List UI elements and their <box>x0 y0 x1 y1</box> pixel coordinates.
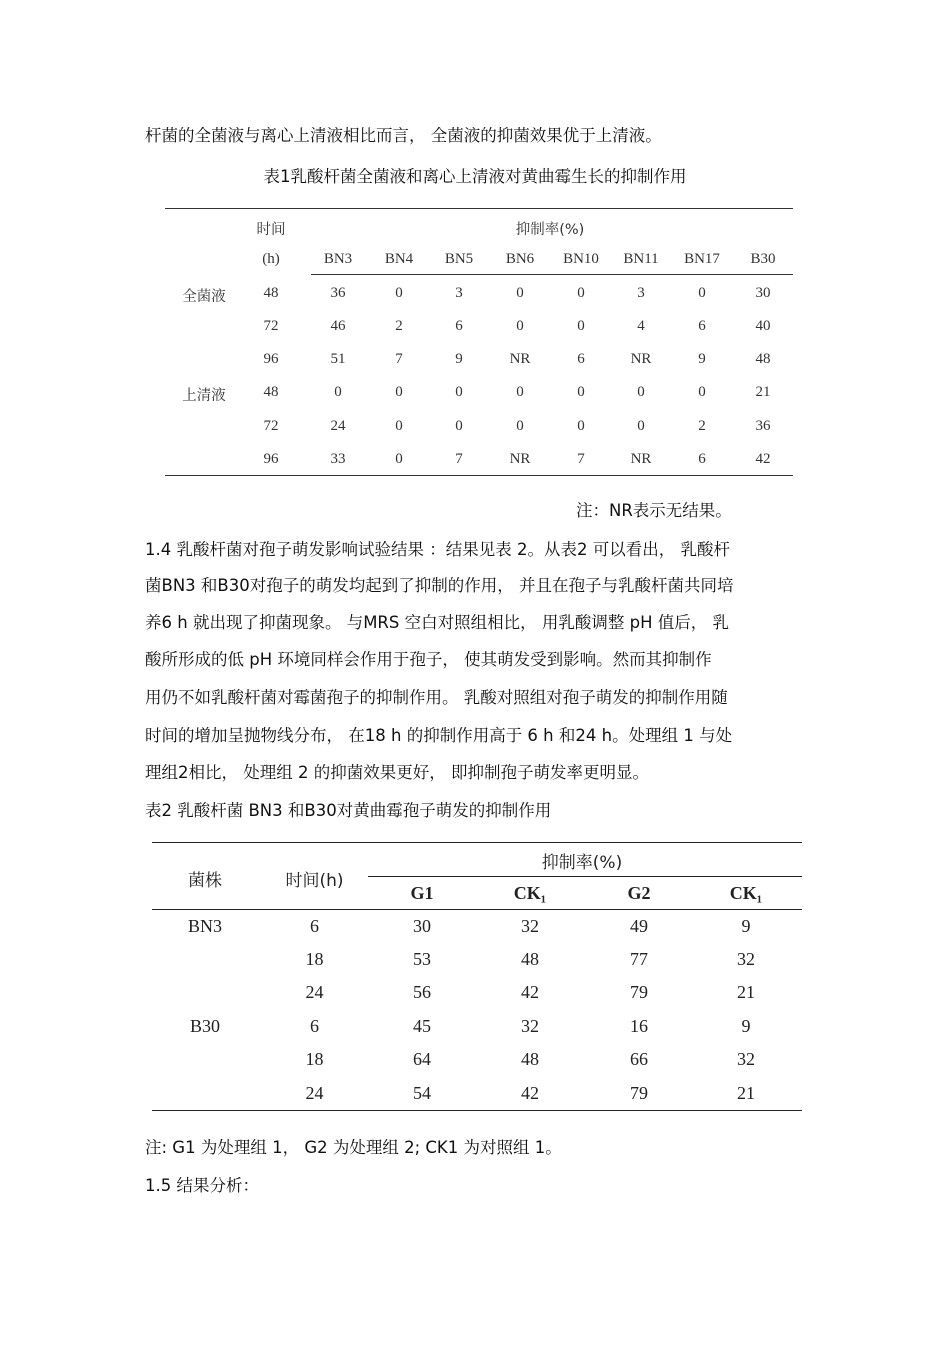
table2-value-cell: 56 <box>413 982 431 1002</box>
table2-column-header: G1 <box>410 883 434 903</box>
section-1-5-heading: 1.5 结果分析： <box>145 1176 259 1195</box>
table2-value-cell: 79 <box>630 1083 648 1103</box>
table1-strain-header: BN11 <box>623 251 659 267</box>
table1-value-cell: 0 <box>395 418 403 434</box>
table1-value-cell: 7 <box>455 451 463 467</box>
paragraph-line: 用仍不如乳酸杆菌对霉菌孢子的抑制作用。 乳酸对照组对孢子萌发的抑制作用随 <box>145 688 728 707</box>
table2-time-cell: 18 <box>305 1049 324 1069</box>
table1-strain-header: BN3 <box>323 251 353 267</box>
table1-value-cell: NR <box>630 451 652 467</box>
table2-value-cell: 32 <box>521 916 539 936</box>
table2-value-cell: 32 <box>737 1049 755 1069</box>
table1-value-cell: NR <box>509 351 531 367</box>
table2 <box>152 842 802 1114</box>
table1-value-cell: 0 <box>516 418 524 434</box>
paragraph-line: 酸所形成的低 pH 环境同样会作用于孢子， 使其萌发受到影响。然而其抑制作 <box>145 650 712 669</box>
table1-value-cell: 0 <box>334 384 342 400</box>
table1-value-cell: 0 <box>455 418 463 434</box>
table2-value-cell: 45 <box>413 1016 431 1036</box>
table1-time-cell: 96 <box>263 351 279 367</box>
table2-value-cell: 42 <box>521 1083 539 1103</box>
table1-value-cell: 51 <box>330 351 346 367</box>
table1-value-cell: 4 <box>637 318 645 334</box>
table1-value-cell: 0 <box>577 384 585 400</box>
table2-sub-rule <box>368 876 802 877</box>
table1-value-cell: 0 <box>637 384 645 400</box>
table2-caption: 表2 乳酸杆菌 BN3 和B30对黄曲霉孢子萌发的抑制作用 <box>145 801 552 820</box>
table1-value-cell: 33 <box>330 451 346 467</box>
table2-value-cell: 66 <box>630 1049 648 1069</box>
table2-bottom-rule <box>152 1110 802 1111</box>
table2-column-header: G2 <box>627 883 651 903</box>
table1-value-cell: 6 <box>577 351 585 367</box>
table2-strain-header: 菌株 <box>188 871 222 891</box>
table1-sub-rule <box>311 274 793 275</box>
table1-value-cell: 21 <box>755 384 771 400</box>
table2-time-cell: 24 <box>305 1083 324 1103</box>
table1-strain-header: BN17 <box>684 251 720 267</box>
table2-value-cell: 21 <box>737 1083 755 1103</box>
paragraph-line: 养6 h 就出现了抑菌现象。 与MRS 空白对照组相比， 用乳酸调整 pH 值后， 乳 <box>145 613 729 632</box>
table1-value-cell: 6 <box>455 318 463 334</box>
table2-value-cell: 64 <box>413 1049 431 1069</box>
table1-value-cell: 0 <box>698 285 706 301</box>
paragraph-line: 1.4 乳酸杆菌对孢子萌发影响试验结果 ：结果见表 2。从表2 可以看出， 乳酸杆 <box>145 540 730 559</box>
table1-value-cell: 0 <box>577 285 585 301</box>
table1-value-cell: 6 <box>698 318 706 334</box>
table1-time-unit: (h) <box>262 251 280 267</box>
table1-value-cell: 46 <box>330 318 346 334</box>
table2-value-cell: 48 <box>521 949 539 969</box>
table1-time-cell: 96 <box>263 451 279 467</box>
table2-value-cell: 79 <box>630 982 648 1002</box>
table1-value-cell: 2 <box>698 418 706 434</box>
table2-value-cell: 21 <box>737 982 755 1002</box>
table1-value-cell: 2 <box>395 318 403 334</box>
table1-value-cell: 0 <box>516 285 524 301</box>
table2-header-rule <box>152 909 802 910</box>
table1-value-cell: 0 <box>577 418 585 434</box>
table1-value-cell: 42 <box>755 451 771 467</box>
table1-value-cell: 30 <box>755 285 771 301</box>
table2-time-cell: 18 <box>305 949 324 969</box>
table1-inhibition-header: 抑制率(%) <box>515 222 585 238</box>
table1-time-cell: 72 <box>263 418 279 434</box>
table1-value-cell: 3 <box>455 285 463 301</box>
paragraph-line: 时间的增加呈抛物线分布， 在18 h 的抑制作用高于 6 h 和24 h。处理组 1 与处 <box>145 726 733 745</box>
table2-value-cell: 30 <box>413 916 431 936</box>
table2-value-cell: 9 <box>741 1016 751 1036</box>
table1-value-cell: 36 <box>330 285 346 301</box>
table1-strain-header: BN6 <box>505 251 535 267</box>
table2-time-header: 时间(h) <box>285 871 344 891</box>
table2-time-cell: 6 <box>310 1016 319 1036</box>
table1-note: 注：NR表示无结果。 <box>576 501 732 520</box>
table2-value-cell: 32 <box>737 949 755 969</box>
table1-group-label: 上清液 <box>182 388 226 404</box>
paragraph-line: 菌BN3 和B30对孢子的萌发均起到了抑制的作用， 并且在孢子与乳酸杆菌共同培 <box>145 576 734 595</box>
table1-value-cell: 0 <box>395 384 403 400</box>
table1-value-cell: NR <box>630 351 652 367</box>
table1-value-cell: 0 <box>577 318 585 334</box>
table1-value-cell: 40 <box>755 318 771 334</box>
table1-value-cell: 0 <box>698 384 706 400</box>
table1 <box>165 208 793 478</box>
table1-value-cell: 24 <box>330 418 346 434</box>
table1-value-cell: 7 <box>577 451 585 467</box>
table1-strain-header: BN5 <box>444 251 474 267</box>
table1-value-cell: 0 <box>516 384 524 400</box>
table2-top-rule <box>152 842 802 843</box>
table2-value-cell: 48 <box>521 1049 539 1069</box>
table2-strain-label: B30 <box>189 1016 220 1036</box>
table1-strain-header: BN10 <box>563 251 599 267</box>
table2-note: 注: G1 为处理组 1， G2 为处理组 2; CK1 为对照组 1。 <box>145 1138 562 1157</box>
table1-value-cell: 0 <box>395 451 403 467</box>
table1-value-cell: 0 <box>395 285 403 301</box>
table1-time-cell: 72 <box>263 318 279 334</box>
table2-value-cell: 9 <box>741 916 751 936</box>
table1-group-label: 全菌液 <box>182 289 226 305</box>
table1-time-cell: 48 <box>263 384 279 400</box>
table2-time-cell: 24 <box>305 982 324 1002</box>
table1-strain-header: B30 <box>750 251 776 267</box>
table1-top-rule <box>165 208 793 209</box>
table1-value-cell: 7 <box>395 351 403 367</box>
table2-column-header: CK₁ <box>729 883 763 903</box>
table1-value-cell: 0 <box>516 318 524 334</box>
table2-value-cell: 53 <box>413 949 431 969</box>
paragraph-line: 理组2相比， 处理组 2 的抑菌效果更好， 即抑制孢子萌发率更明显。 <box>145 763 649 782</box>
table1-value-cell: 36 <box>755 418 771 434</box>
table2-value-cell: 16 <box>630 1016 648 1036</box>
table1-value-cell: 9 <box>455 351 463 367</box>
table1-strain-header: BN4 <box>384 251 414 267</box>
table2-value-cell: 77 <box>630 949 648 969</box>
table1-value-cell: 0 <box>455 384 463 400</box>
table2-value-cell: 54 <box>413 1083 431 1103</box>
table2-value-cell: 49 <box>630 916 648 936</box>
intro-text: 杆菌的全菌液与离心上清液相比而言， 全菌液的抑菌效果优于上清液。 <box>145 126 662 145</box>
table1-value-cell: 0 <box>637 418 645 434</box>
table2-inhibition-header: 抑制率(%) <box>541 853 623 873</box>
table1-caption: 表1乳酸杆菌全菌液和离心上清液对黄曲霉生长的抑制作用 <box>263 167 687 186</box>
table2-value-cell: 32 <box>521 1016 539 1036</box>
table1-value-cell: NR <box>509 451 531 467</box>
table2-column-header: CK₁ <box>513 883 547 903</box>
table1-time-cell: 48 <box>263 285 279 301</box>
table2-strain-label: BN3 <box>187 916 222 936</box>
table1-value-cell: 3 <box>637 285 645 301</box>
table1-value-cell: 6 <box>698 451 706 467</box>
table1-value-cell: 48 <box>755 351 771 367</box>
table2-value-cell: 42 <box>521 982 539 1002</box>
table1-value-cell: 9 <box>698 351 706 367</box>
table1-time-header: 时间 <box>256 222 286 238</box>
table2-time-cell: 6 <box>310 916 319 936</box>
table1-bottom-rule <box>165 475 793 476</box>
